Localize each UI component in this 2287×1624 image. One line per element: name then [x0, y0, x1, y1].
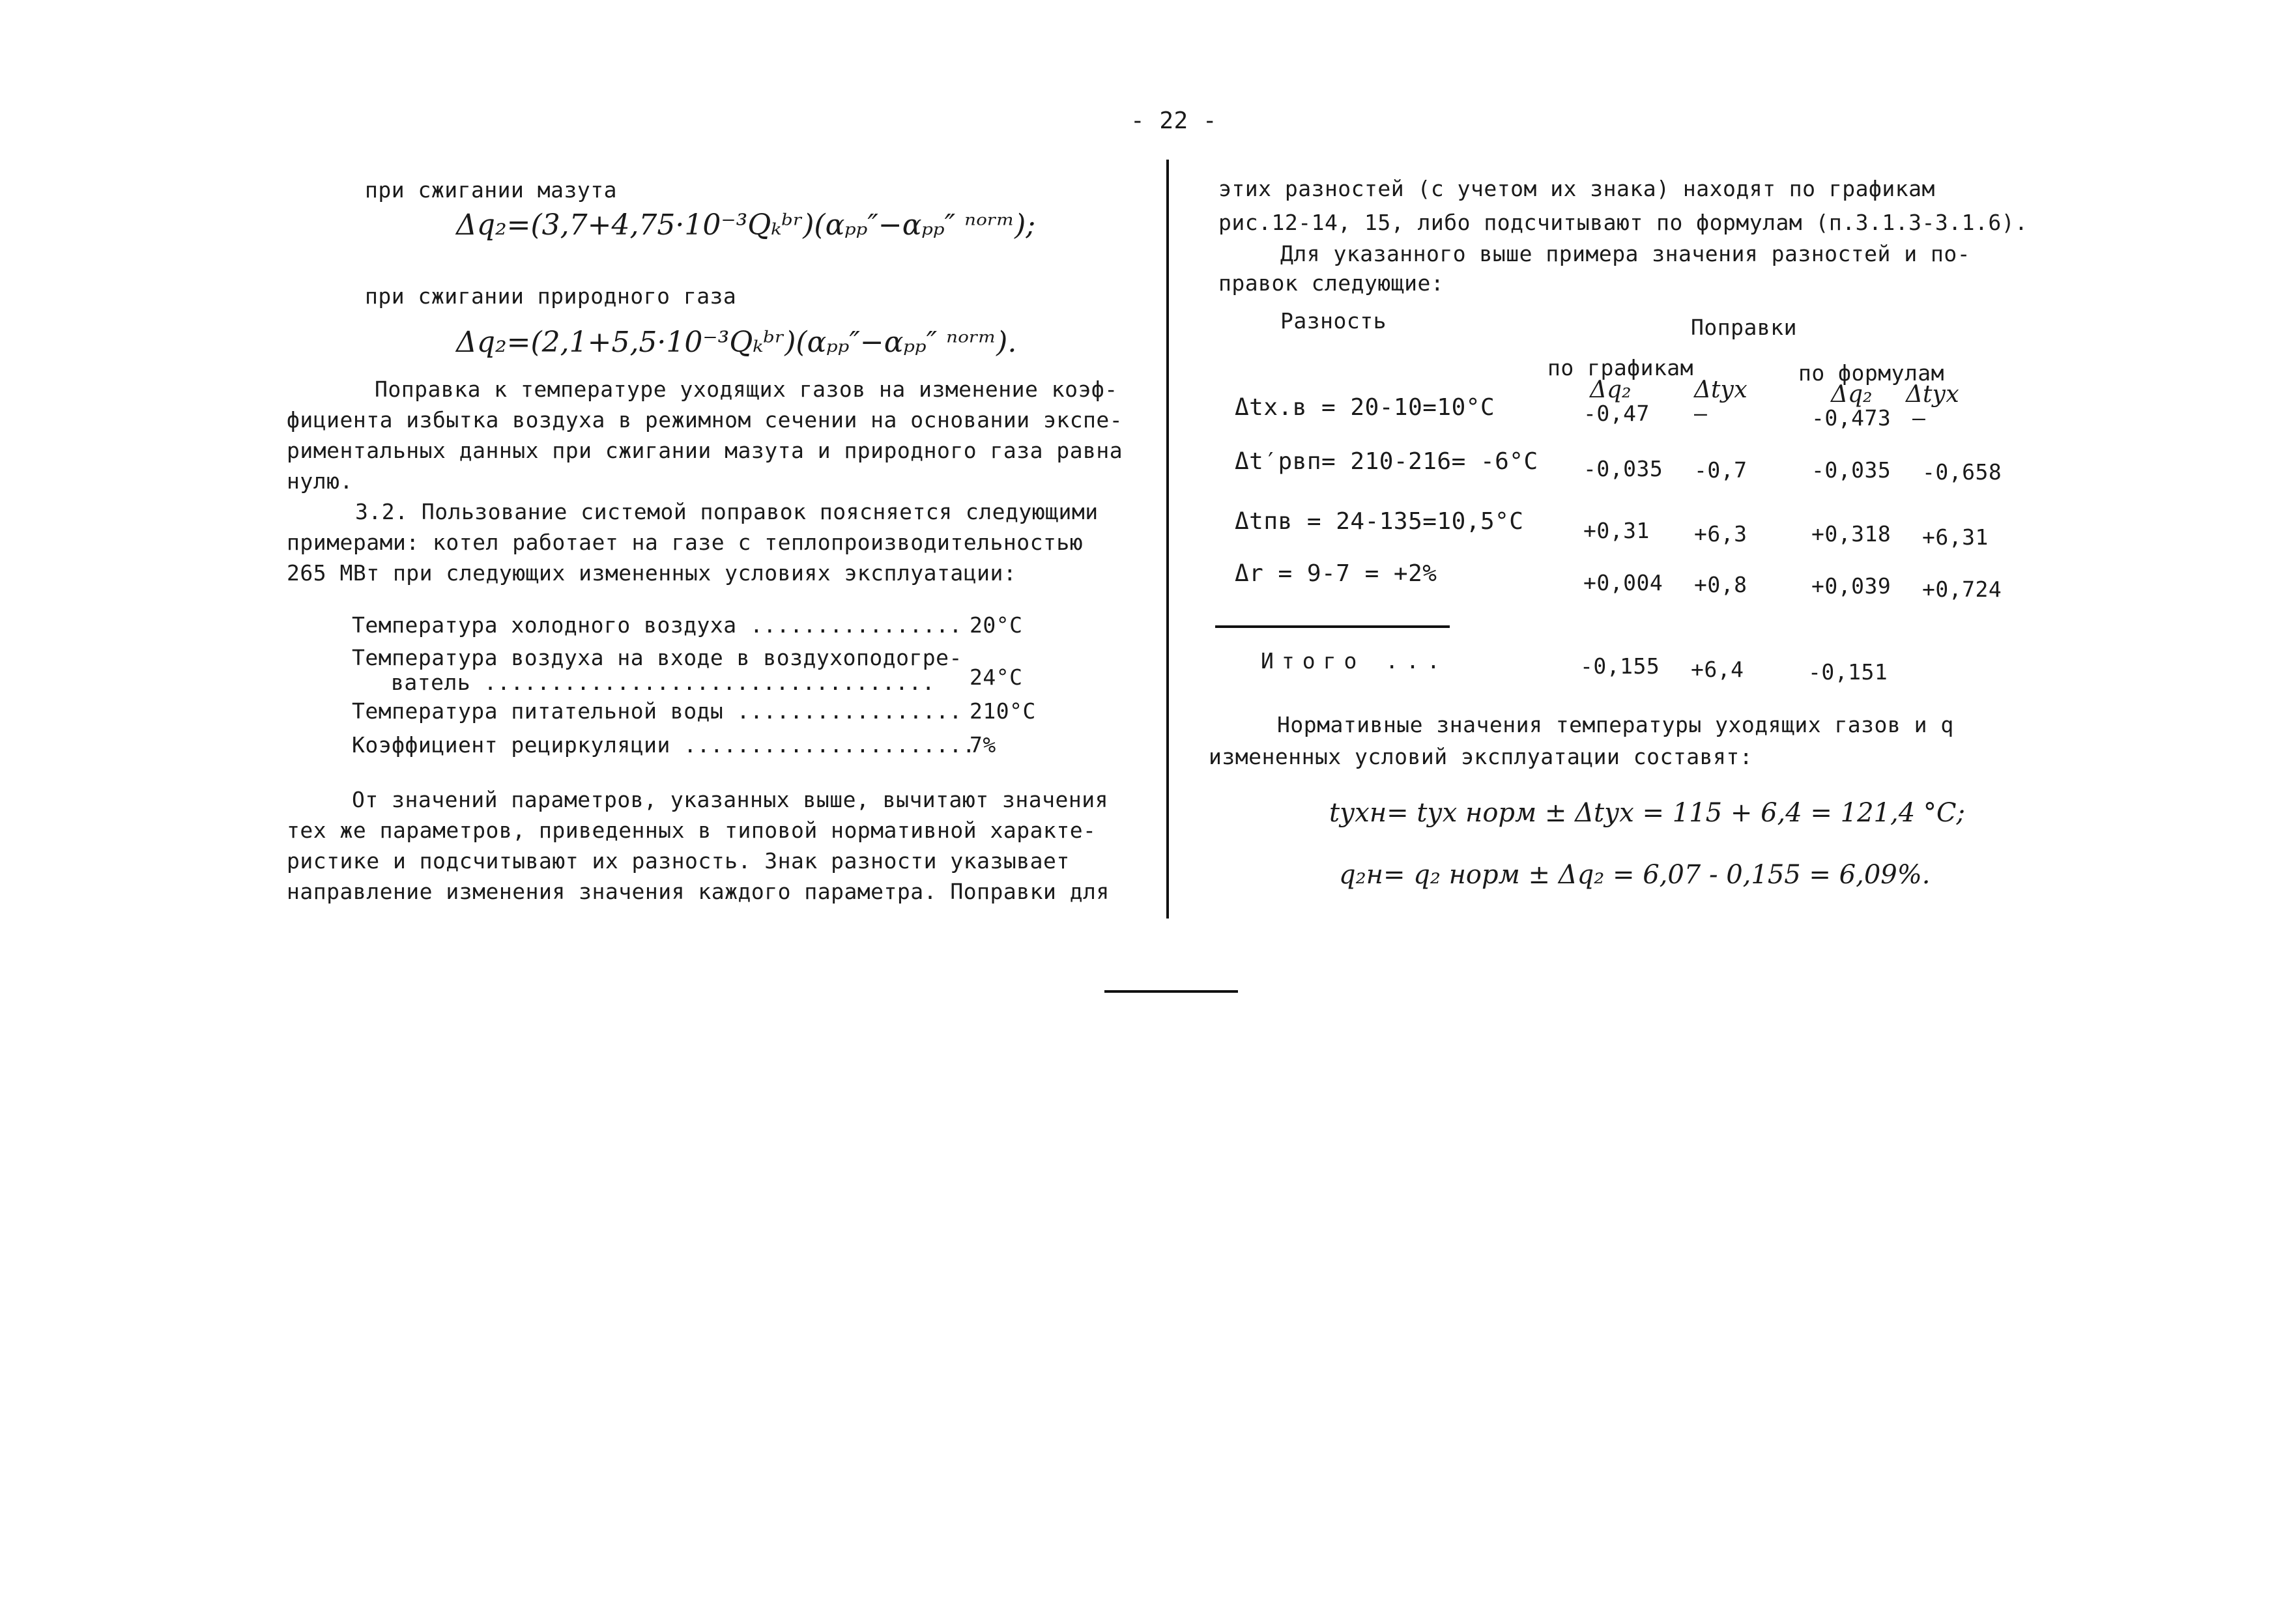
- r-para1-line2: рис.12-14, 15, либо подсчитывают по формулам (п.3.1.3-3.1.6).: [1218, 210, 2028, 235]
- condition-recirculation-value: 7%: [970, 732, 996, 758]
- sub-header-dt-graph: Δtух: [1694, 377, 1748, 403]
- row2-graph-dq: -0,035: [1583, 456, 1663, 481]
- gas-label: при сжигании природного газа: [365, 283, 737, 309]
- r-para1-line4: правок следующие:: [1218, 270, 1445, 296]
- mazut-label: при сжигании мазута: [365, 177, 617, 203]
- row3-graph-dt: +6,3: [1694, 521, 1748, 547]
- row4-graph-dq: +0,004: [1583, 570, 1663, 595]
- condition-air-inlet-2: ватель ..................................: [391, 670, 936, 695]
- formula-gas: Δq₂=(2,1+5,5·10⁻³Qₖᵇʳ)(αₚₚ″−αₚₚ″ ⁿᵒʳᵐ).: [456, 326, 1017, 359]
- row1-formula-dt: –: [1912, 405, 1926, 431]
- para1-line1: Поправка к температуре уходящих газов на изменение коэф-: [375, 377, 1118, 402]
- row4-formula-dq: +0,039: [1811, 573, 1891, 599]
- column-divider: [1166, 160, 1169, 919]
- formula-mazut: Δq₂=(3,7+4,75·10⁻³Qₖᵇʳ)(αₚₚ″−αₚₚ″ ⁿᵒʳᵐ);: [456, 208, 1036, 242]
- row4-formula-dt: +0,724: [1922, 577, 2002, 602]
- row4-difference: Δr = 9-7 = +2%: [1235, 560, 1437, 587]
- condition-air-inlet-value: 24°С: [970, 664, 1023, 690]
- para1-line2: фициента избытка воздуха в режимном сечении на основании экспе-: [287, 407, 1123, 433]
- condition-cold-air-value: 20°С: [970, 612, 1023, 638]
- r-para1-line3: Для указанного выше примера значения разностей и по-: [1280, 241, 1971, 266]
- row1-graph-dq: -0,47: [1583, 401, 1650, 426]
- row2-formula-dq: -0,035: [1811, 457, 1891, 483]
- para3-line2: тех же параметров, приведенных в типовой нормативной характе-: [287, 818, 1097, 843]
- r-para2-line1: Нормативные значения температуры уходящих газов и q: [1277, 712, 1954, 737]
- condition-recirculation: Коэффициент рециркуляции ......................: [352, 732, 976, 758]
- page-number: - 22 -: [1130, 107, 1218, 134]
- row3-formula-dt: +6,31: [1922, 524, 1989, 550]
- sub-header-dq-graph: Δq₂: [1590, 377, 1632, 403]
- header-difference: Разность: [1280, 308, 1387, 334]
- total-graph-dt: +6,4: [1691, 657, 1744, 682]
- sub-header-dt-formula: Δtух: [1906, 381, 1959, 408]
- para2-line1: 3.2. Пользование системой поправок поясняется следующими: [355, 499, 1099, 524]
- r-para1-line1: этих разностей (с учетом их знака) находят по графикам: [1218, 176, 1935, 201]
- formula-q-result: q₂н= q₂ норм ± Δq₂ = 6,07 - 0,155 = 6,09%.: [1339, 860, 1931, 890]
- row4-graph-dt: +0,8: [1694, 572, 1748, 597]
- total-label: Итого ...: [1261, 648, 1448, 674]
- para1-line4: нулю.: [287, 468, 353, 494]
- condition-feedwater: Температура питательной воды .................: [352, 698, 962, 724]
- para3-line1: От значений параметров, указанных выше, вычитают значения: [352, 787, 1108, 812]
- header-corrections: Поправки: [1691, 315, 1797, 340]
- para3-line4: направление изменения значения каждого параметра. Поправки для: [287, 879, 1110, 904]
- header-by-formulas: по формулам: [1798, 360, 1945, 386]
- para2-line3: 265 МВт при следующих измененных условиях эксплуатации:: [287, 560, 1017, 586]
- row1-graph-dt: –: [1694, 401, 1708, 426]
- para2-line2: примерами: котел работает на газе с теплопроизводительностью: [287, 530, 1084, 555]
- row2-difference: Δt′рвп= 210-216= -6°С: [1235, 448, 1538, 475]
- formula-t-result: tухн= tух норм ± Δtух = 115 + 6,4 = 121,4 °С;: [1329, 798, 1965, 828]
- row2-formula-dt: -0,658: [1922, 459, 2002, 485]
- sub-header-dq-formula: Δq₂: [1831, 381, 1873, 408]
- row3-difference: Δtпв = 24-135=10,5°С: [1235, 508, 1524, 535]
- bottom-rule: [1104, 990, 1238, 993]
- header-by-graphs: по графикам: [1547, 355, 1694, 380]
- condition-cold-air: Температура холодного воздуха ................: [352, 612, 962, 638]
- row2-graph-dt: -0,7: [1694, 457, 1748, 483]
- row1-difference: Δtх.в = 20-10=10°С: [1235, 394, 1495, 421]
- total-formula-dq: -0,151: [1808, 659, 1888, 685]
- row3-formula-dq: +0,318: [1811, 521, 1891, 547]
- r-para2-line2: измененных условий эксплуатации составят:: [1209, 744, 1753, 769]
- condition-air-inlet: Температура воздуха на входе в воздухоподогре-: [352, 645, 962, 670]
- row3-graph-dq: +0,31: [1583, 518, 1650, 543]
- total-graph-dq: -0,155: [1580, 653, 1660, 679]
- condition-feedwater-value: 210°С: [970, 698, 1036, 724]
- para3-line3: ристике и подсчитывают их разность. Знак разности указывает: [287, 848, 1070, 874]
- para1-line3: риментальных данных при сжигании мазута и природного газа равна: [287, 438, 1123, 463]
- total-rule: [1215, 625, 1450, 628]
- row1-formula-dq: -0,473: [1811, 405, 1891, 431]
